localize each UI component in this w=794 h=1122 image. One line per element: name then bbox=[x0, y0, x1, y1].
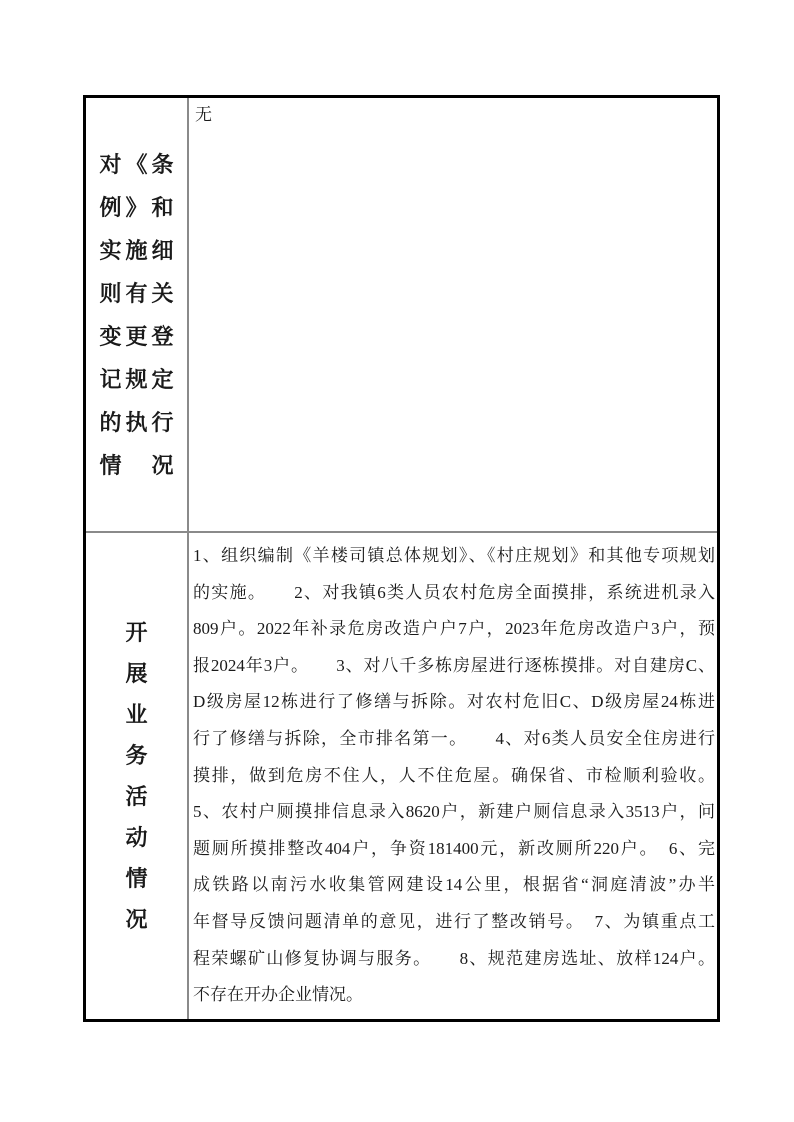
text-line: 则有关 bbox=[99, 280, 174, 306]
header-cell-regulation-compliance bbox=[86, 98, 189, 531]
text-line: 809户。2022年补录危房改造户户7户，2023年危房改造户3户，预 bbox=[193, 619, 715, 639]
text-line: 无 bbox=[195, 105, 212, 124]
text-line: 况 bbox=[125, 907, 148, 932]
text-line: 活 bbox=[125, 784, 148, 809]
text-line: 业 bbox=[125, 702, 148, 727]
header-text-regulation-compliance bbox=[100, 143, 174, 487]
content-cell-regulation-compliance bbox=[189, 98, 717, 531]
table-row-regulation-compliance bbox=[86, 98, 717, 533]
text-line: 摸排，做到危房不住人，人不住危屋。确保省、市检顺利验收。 bbox=[193, 765, 715, 785]
text-line: 情况 bbox=[99, 452, 174, 478]
text-line: 对《条 bbox=[99, 151, 174, 177]
text-line: 不存在开办企业情况。 bbox=[193, 985, 363, 1005]
text-line: 1、组织编制《羊楼司镇总体规划》、《村庄规划》和其他专项规划 bbox=[193, 546, 715, 565]
text-line: 变更登 bbox=[99, 323, 174, 349]
text-line: 成铁路以南污水收集管网建设14公里，根据省“洞庭清波”办半 bbox=[193, 875, 715, 895]
header-cell-business-activities bbox=[86, 533, 189, 1019]
text-line: 5、农村户厕摸排信息录入8620户，新建户厕信息录入3513户，问 bbox=[193, 802, 715, 822]
text-line: 记规定 bbox=[99, 366, 174, 392]
text-line: 报2024年3户。 3、对八千多栋房屋进行逐栋摸排。对自建房C、 bbox=[193, 655, 715, 675]
text-line: 开 bbox=[125, 620, 148, 645]
text-line: 实施细 bbox=[99, 237, 174, 263]
text-line: 题厕所摸排整改404户，争资181400元，新改厕所220户。 6、完 bbox=[193, 838, 715, 858]
text-line: 的执行 bbox=[99, 409, 174, 435]
content-cell-business-activities bbox=[189, 533, 717, 1019]
text-line: 年督导反馈问题清单的意见，进行了整改销号。 7、为镇重点工 bbox=[193, 911, 715, 931]
annual-report-table bbox=[83, 95, 720, 1022]
content-text-business-activities bbox=[193, 538, 715, 1014]
header-text-business-activities bbox=[100, 612, 174, 940]
content-text-regulation-compliance bbox=[195, 100, 714, 130]
text-line: 程荣螺矿山修复协调与服务。 8、规范建房选址、放样124户。 bbox=[193, 948, 715, 968]
text-line: 行了修缮与拆除，全市排名第一。 4、对6类人员安全住房进行 bbox=[193, 728, 715, 748]
table-row-business-activities bbox=[86, 533, 717, 1019]
text-line: 例》和 bbox=[99, 194, 174, 220]
text-line: 动 bbox=[125, 825, 148, 850]
text-line: 的实施。 2、对我镇6类人员农村危房全面摸排，系统进机录入 bbox=[193, 582, 715, 602]
text-line: D级房屋12栋进行了修缮与拆除。对农村危旧C、D级房屋24栋进 bbox=[193, 692, 715, 712]
text-line: 展 bbox=[125, 661, 148, 686]
text-line: 情 bbox=[125, 866, 148, 891]
text-line: 务 bbox=[125, 743, 148, 768]
